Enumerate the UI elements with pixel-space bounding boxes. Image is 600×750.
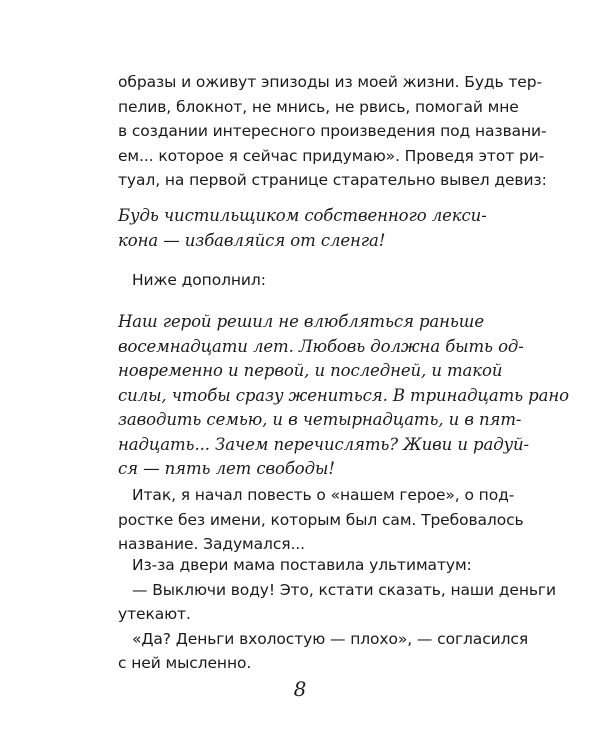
text-line: Ниже дополнил:	[132, 271, 266, 289]
text-line: название. Задумался...	[118, 535, 305, 553]
handwritten-note	[118, 310, 569, 482]
text-line: ростке без имени, которым был сам. Требовалось	[118, 510, 524, 529]
dialogue-line: Из-за двери мама поставила ультиматум:	[132, 556, 472, 574]
text-line: образы и оживут эпизоды из моей жизни. Будь тер-	[118, 73, 542, 91]
note-line: восемнадцати лет. Любовь должна быть од-	[118, 336, 524, 356]
motto-line: кона — избавляйся от сленга!	[118, 230, 386, 250]
text-line: пелив, блокнот, не мнись, не рвись, помогай мне	[118, 97, 519, 116]
note-line: Наш герой решил не влюбляться раньше	[118, 312, 485, 331]
page-number: 8	[293, 677, 307, 701]
dialogue-line: — Выключи воду! Это, кстати сказать, наши деньги	[132, 580, 556, 599]
dialogue-line: утекают.	[118, 605, 191, 623]
paragraph-below-added	[118, 268, 490, 293]
note-line: новременно и первой, и последней, и такой	[118, 361, 503, 380]
text-line: Итак, я начал повесть о «нашем герое», о под-	[132, 486, 515, 504]
handwritten-motto	[118, 204, 490, 253]
paragraph-intro	[118, 70, 547, 193]
paragraph-story-start	[118, 483, 524, 557]
text-line: в создании интересного произведения под названи-	[118, 122, 547, 140]
dialogue-line: «Да? Деньги вхолостую — плохо», — согласился	[132, 629, 529, 648]
note-line: силы, чтобы сразу жениться. В тринадцать рано	[118, 385, 569, 405]
note-line: надцать... Зачем перечислять? Живи и радуй-	[118, 434, 530, 454]
paragraph-dialogue	[118, 553, 556, 676]
text-line: ем... которое я сейчас придумаю». Проведя этот ри-	[118, 146, 545, 165]
note-line: заводить семью, и в четырнадцать, и в пят-	[118, 410, 522, 429]
note-line: ся — пять лет свободы!	[118, 459, 335, 478]
text-line: туал, на первой странице старательно вывел девиз:	[118, 171, 547, 189]
dialogue-line: с ней мысленно.	[118, 654, 252, 672]
motto-line: Будь чистильщиком собственного лекси-	[118, 206, 487, 225]
